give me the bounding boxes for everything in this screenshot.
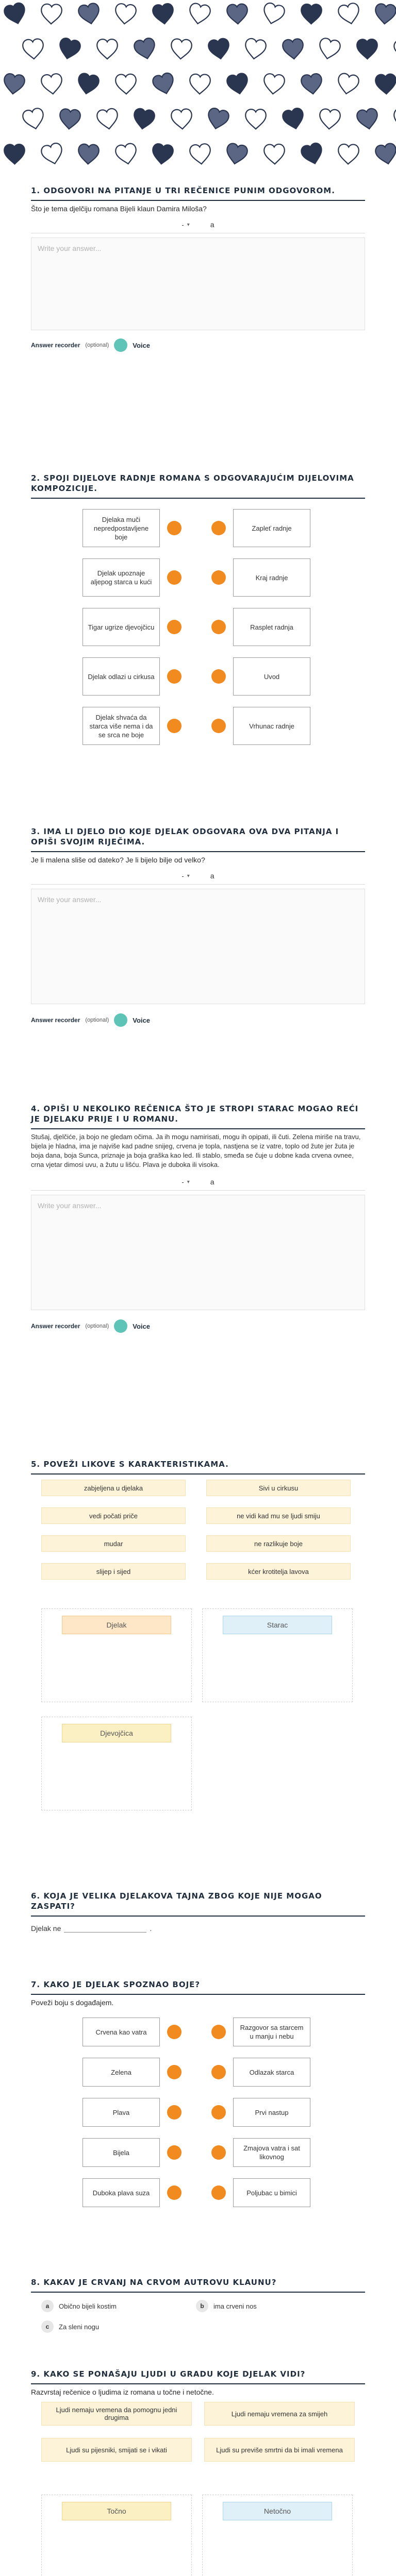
heart-shape xyxy=(3,2,28,26)
fill-in-row: Djelak ne . xyxy=(31,1924,152,1933)
match-connector-dot[interactable] xyxy=(211,669,226,684)
heart-shape xyxy=(188,3,211,26)
heart-shape xyxy=(244,38,267,60)
heart-shape xyxy=(227,4,249,24)
heart-shape xyxy=(357,39,377,59)
question-5 xyxy=(31,1459,365,1861)
drag-chip[interactable]: kćer krotitelja lavova xyxy=(206,1563,351,1580)
option-text: Obično bijeli kostim xyxy=(59,2302,117,2310)
match-right-item[interactable]: Rasplet radnja xyxy=(233,608,310,646)
drag-chip[interactable]: mudar xyxy=(41,1535,186,1552)
heart-shape xyxy=(356,108,380,130)
heart-shape xyxy=(264,144,285,164)
match-connector-dot[interactable] xyxy=(167,2145,182,2160)
chevron-down-icon: ▾ xyxy=(187,873,190,879)
heart-shape xyxy=(261,2,286,26)
match-left-item[interactable]: Djelak shvaća da starca više nema i da se srca ne boje xyxy=(82,707,160,745)
drag-chip[interactable]: Ljudi su pijesniki, smijati se i vikati xyxy=(41,2438,192,2462)
header-hearts-pattern xyxy=(0,0,396,170)
hearts-pattern xyxy=(0,0,396,170)
drag-chip[interactable]: slijep i sijed xyxy=(41,1563,186,1580)
question-9 xyxy=(31,2369,365,2576)
chevron-down-icon: ▾ xyxy=(187,222,190,228)
option-letter: c xyxy=(41,2320,54,2333)
answer-recorder: Answer recorder (optional) Voice xyxy=(31,338,365,352)
question-title: 2. SPOJI DIJELOVE RADNJE ROMANA S ODGOVARAJUĆIM DIJELOVIMA KOMPOZICIJE. xyxy=(31,473,365,499)
drag-chip[interactable]: Ljudi nemaju vremena da pomognu jedni drugima xyxy=(41,2402,192,2426)
question-2 xyxy=(31,473,365,761)
text-toolbar xyxy=(31,868,365,885)
match-right-item[interactable]: Kraj radnje xyxy=(233,558,310,597)
match-left-item[interactable]: Djelaka muči nepredpostavljene boje xyxy=(82,509,160,547)
match-connector-dot[interactable] xyxy=(167,620,182,634)
text-toolbar xyxy=(31,216,365,233)
passage-text: Stušaj, djelčiće, ja bojo ne gledam očima. Ja ih mogu namirisati, mogu ih opipati, ili čuti. Zelena miriše na travu, bijela je hladna, ima je najviše kad padne snijeg, crvena je topla, nastjena se iz vatre, toplo od žute jer žuta je boja dana, boja Sunca, priznaje ja boja graška kao led. Ili stablo, smeđa se čuje u dobne kada crvena ovnee, crna vjetar dimosi uvu, a žutu u lišću. Plava je duboka ili visoka. xyxy=(31,1133,361,1168)
heart-shape xyxy=(41,4,62,24)
match-connector-dot[interactable] xyxy=(167,521,182,535)
heart-shape xyxy=(206,107,230,131)
match-left-item[interactable]: Tigar ugrize djevojčicu xyxy=(82,608,160,646)
drag-chip[interactable]: ne razlikuje boje xyxy=(206,1535,351,1552)
answer-placeholder: Write your answer... xyxy=(38,1201,102,1210)
voice-record-button[interactable] xyxy=(114,1013,127,1027)
heart-shape xyxy=(393,37,396,61)
match-connector-dot[interactable] xyxy=(167,2025,182,2039)
mcq-option[interactable] xyxy=(196,2300,257,2312)
match-connector-dot[interactable] xyxy=(211,719,226,733)
heart-shape xyxy=(282,38,304,60)
drag-chip[interactable]: Sivi u cirkusu xyxy=(206,1480,351,1496)
heart-shape xyxy=(317,37,341,61)
question-title: 7. KAKO JE DJELAK SPOZNAO BOJE? xyxy=(31,1979,365,1995)
font-dropdown[interactable]: - ▾ xyxy=(182,221,190,229)
font-dropdown[interactable]: - ▾ xyxy=(182,1178,190,1186)
category-label: Točno xyxy=(62,2502,171,2520)
answer-textarea[interactable] xyxy=(31,1195,365,1310)
answer-textarea[interactable] xyxy=(31,889,365,1004)
voice-record-button[interactable] xyxy=(114,338,127,352)
question-title: 9. KAKO SE PONAŠAJU LJUDI U GRADU KOJE DJELAK VIDI? xyxy=(31,2369,365,2384)
format-a-button[interactable]: a xyxy=(210,872,214,880)
chip-grid xyxy=(31,1480,365,1598)
question-text: Je li malena sliše od dateko? Je li bijelo bilje od velko? xyxy=(31,856,205,864)
question-title: 8. KAKAV JE CRVANJ NA CRVOM AUTROVU KLAUNU? xyxy=(31,2277,365,2293)
heart-shape xyxy=(78,144,100,164)
option-letter: b xyxy=(196,2300,208,2312)
answer-recorder: Answer recorder (optional) Voice xyxy=(31,1013,365,1027)
question-title: 1. ODGOVORI NA PITANJE U TRI REČENICE PUNIM ODGOVOROM. xyxy=(31,185,365,201)
heart-shape xyxy=(189,74,210,94)
match-connector-dot[interactable] xyxy=(211,2145,226,2160)
match-connector-dot[interactable] xyxy=(211,521,226,535)
heart-shape xyxy=(170,39,192,60)
drag-chip[interactable]: zabjeljena u djelaka xyxy=(41,1480,186,1496)
question-7 xyxy=(31,1979,365,2227)
heart-shape xyxy=(189,143,211,165)
format-a-button[interactable]: a xyxy=(210,221,214,229)
font-dropdown[interactable]: - ▾ xyxy=(182,872,190,880)
match-right-item[interactable]: Prvi nastup xyxy=(233,2098,310,2127)
category-label: Djelak xyxy=(62,1616,171,1634)
matching-area xyxy=(31,2007,365,2224)
match-right-item[interactable]: Odlazak starca xyxy=(233,2058,310,2087)
match-connector-dot[interactable] xyxy=(167,669,182,684)
match-connector-dot[interactable] xyxy=(167,570,182,585)
question-4 xyxy=(31,1104,365,1333)
question-text: Poveži boju s događajem. xyxy=(31,1998,114,2007)
heart-shape xyxy=(151,143,174,165)
drag-chip[interactable]: Ljudi nemaju vremena za smijeh xyxy=(204,2402,355,2426)
text-toolbar xyxy=(31,1174,365,1191)
mcq-option[interactable] xyxy=(41,2320,99,2333)
match-connector-dot[interactable] xyxy=(167,2185,182,2200)
heart-shape xyxy=(375,74,396,94)
heart-shape xyxy=(338,144,359,164)
heart-shape xyxy=(22,107,46,131)
heart-shape xyxy=(171,109,192,130)
match-left-item[interactable]: Duboka plava suza xyxy=(82,2178,160,2207)
match-right-item[interactable]: Uvod xyxy=(233,657,310,696)
heart-shape xyxy=(96,108,120,130)
heart-shape xyxy=(116,74,137,94)
heart-shape xyxy=(59,108,81,130)
heart-shape xyxy=(245,109,266,129)
match-right-item[interactable]: Zmajova vatra i sat likovnog xyxy=(233,2138,310,2167)
match-right-item[interactable]: Razgovor sa starcem u manju i nebu xyxy=(233,2018,310,2046)
heart-shape xyxy=(374,143,396,166)
match-connector-dot[interactable] xyxy=(211,570,226,585)
match-connector-dot[interactable] xyxy=(211,620,226,634)
category-area xyxy=(31,1608,365,1825)
drag-chip[interactable]: ne vidi kad mu se ljudi smiju xyxy=(206,1507,351,1524)
match-right-item[interactable]: Vrhunac radnje xyxy=(233,707,310,745)
heart-shape xyxy=(300,142,325,166)
match-connector-dot[interactable] xyxy=(167,2105,182,2120)
match-right-item[interactable]: Zapleť radnje xyxy=(233,509,310,547)
question-6 xyxy=(31,1891,365,1933)
question-1 xyxy=(31,185,365,352)
match-connector-dot[interactable] xyxy=(211,2025,226,2039)
matching-area xyxy=(31,499,365,767)
answer-textarea[interactable] xyxy=(31,238,365,330)
heart-shape xyxy=(133,37,157,61)
fill-blank-input[interactable] xyxy=(64,1924,146,1933)
answer-placeholder: Write your answer... xyxy=(38,244,102,252)
heart-shape xyxy=(225,143,249,166)
answer-placeholder: Write your answer... xyxy=(38,895,102,904)
format-a-button[interactable]: a xyxy=(210,1178,214,1186)
chip-grid xyxy=(31,2402,365,2479)
option-text: ima crveni nos xyxy=(213,2302,257,2310)
chevron-down-icon: ▾ xyxy=(187,1179,190,1185)
question-8 xyxy=(31,2277,365,2349)
heart-shape xyxy=(77,3,101,26)
heart-shape xyxy=(152,3,175,25)
mcq-option[interactable] xyxy=(41,2300,117,2312)
match-left-item[interactable]: Bijela xyxy=(82,2138,160,2167)
match-left-item[interactable]: Plava xyxy=(82,2098,160,2127)
drag-chip[interactable]: Ljudi su previše smrtni da bi imali vremena xyxy=(204,2438,355,2462)
question-title: 4. OPIŠI U NEKOLIKO REČENICA ŠTO JE STROPI STARAC MOGAO REĆI JE DJELAKU PRIJE I U ROMANU. xyxy=(31,1104,365,1129)
question-title: 6. KOJA JE VELIKA DJELAKOVA TAJNA ZBOG KOJE NIJE MOGAO ZASPATI? xyxy=(31,1891,365,1917)
category-label: Starac xyxy=(223,1616,332,1634)
heart-shape xyxy=(57,37,81,61)
option-text: Za sleni nogu xyxy=(59,2323,100,2331)
heart-shape xyxy=(208,38,231,60)
heart-shape xyxy=(374,3,396,25)
heart-shape xyxy=(226,73,250,96)
question-title: 3. IMA LI DJELO DIO KOJE DJELAK ODGOVARA OVA DVA PITANJA I OPIŠI SVOJIM RIJEČIMA. xyxy=(31,826,365,852)
match-connector-dot[interactable] xyxy=(211,2185,226,2200)
heart-shape xyxy=(336,73,360,96)
heart-shape xyxy=(97,39,118,59)
answer-recorder: Answer recorder (optional) Voice xyxy=(31,1319,365,1333)
mcq-options xyxy=(31,2293,365,2339)
match-left-item[interactable]: Djelak odlazi u cirkusa xyxy=(82,657,160,696)
match-connector-dot[interactable] xyxy=(211,2105,226,2120)
match-left-item[interactable]: Crvena kao vatra xyxy=(82,2018,160,2046)
heart-shape xyxy=(301,73,323,95)
heart-shape xyxy=(392,108,396,130)
category-label: Djevojčica xyxy=(62,1724,171,1742)
heart-shape xyxy=(132,108,155,130)
category-label: Netočno xyxy=(223,2502,332,2520)
heart-shape xyxy=(41,73,63,95)
heart-shape xyxy=(3,73,25,95)
option-letter: a xyxy=(41,2300,54,2312)
question-3 xyxy=(31,826,365,1027)
drag-chip[interactable]: vedi počati priče xyxy=(41,1507,186,1524)
heart-shape xyxy=(263,73,285,95)
match-connector-dot[interactable] xyxy=(211,2065,226,2079)
heart-shape xyxy=(301,4,322,24)
heart-shape xyxy=(22,39,44,60)
match-connector-dot[interactable] xyxy=(167,719,182,733)
match-right-item[interactable]: Poljubac u bimici xyxy=(233,2178,310,2207)
voice-record-button[interactable] xyxy=(114,1319,127,1333)
heart-shape xyxy=(114,3,137,25)
match-left-item[interactable]: Djelak upoznaje aljepog starca u kući xyxy=(82,558,160,597)
heart-shape xyxy=(319,109,340,130)
question-title: 5. POVEŽI LIKOVE S KARAKTERISTIKAMA. xyxy=(31,1459,365,1475)
match-connector-dot[interactable] xyxy=(167,2065,182,2079)
match-left-item[interactable]: Zelena xyxy=(82,2058,160,2087)
heart-shape xyxy=(114,143,138,166)
heart-shape xyxy=(40,142,65,166)
question-text: Razvrstaj rečenice o ljudima iz romana u točne i netočne. xyxy=(31,2388,214,2396)
heart-shape xyxy=(282,107,306,131)
heart-shape xyxy=(337,2,361,26)
question-text: Što je tema djelčiju romana Bijeli klaun Damira Miloša? xyxy=(31,205,207,213)
heart-shape xyxy=(152,72,176,96)
category-area xyxy=(31,2495,365,2576)
heart-shape xyxy=(4,144,25,164)
heart-shape xyxy=(76,73,100,96)
